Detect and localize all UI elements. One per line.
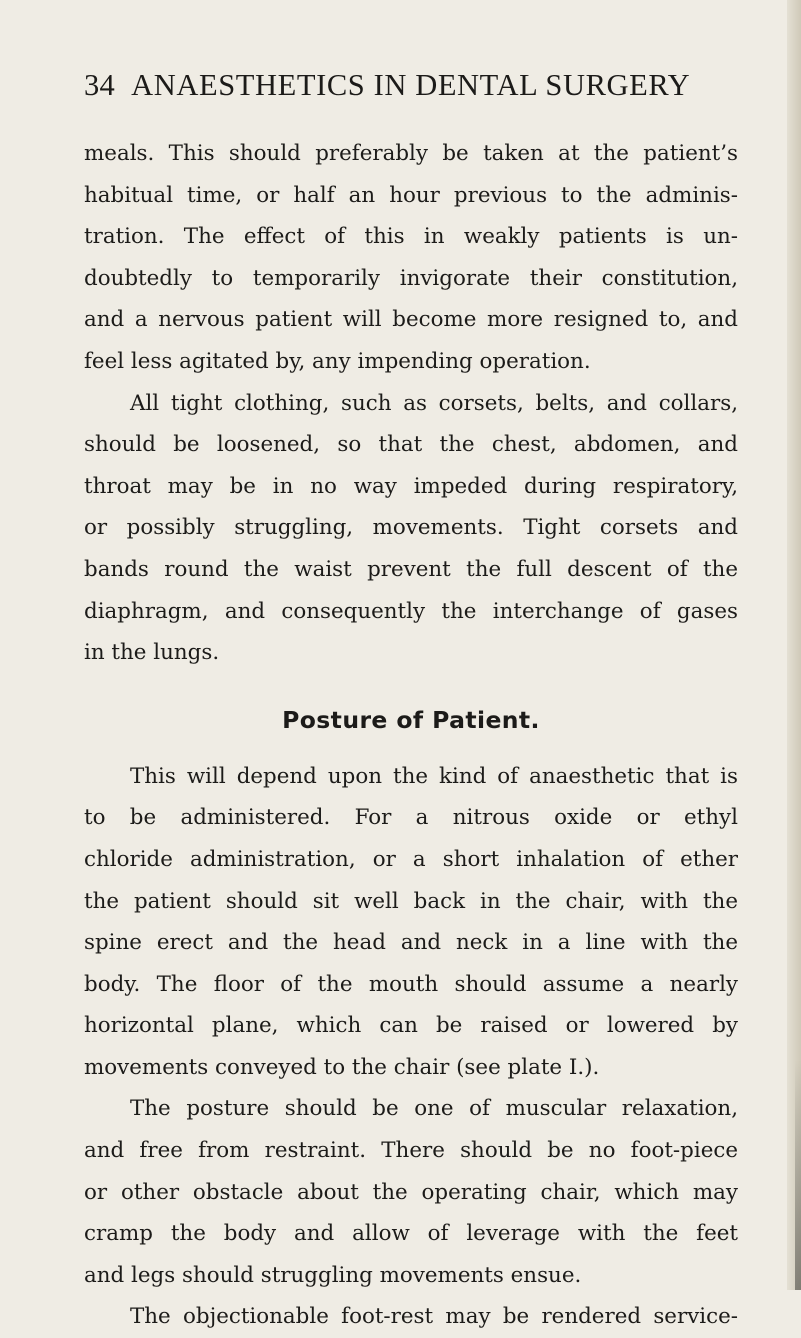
running-head	[84, 68, 744, 103]
text-line: should be loosened, so that the chest, abdomen, and	[84, 432, 738, 458]
text-line: meals. This should preferably be taken at the patient’s	[84, 141, 738, 166]
text-line: to be administered. For a nitrous oxide or ethyl	[84, 805, 738, 831]
page-number: 34	[84, 68, 116, 102]
body-text	[84, 133, 738, 1338]
text-line: the patient should sit well back in the chair, with the	[84, 888, 738, 914]
text-line: feel less agitated by, any impending operation.	[84, 348, 591, 374]
text-line: habitual time, or half an hour previous to the adminis-	[84, 182, 738, 208]
text-line: spine erect and the head and neck in a line with the	[84, 930, 738, 956]
text-line: This will depend upon the kind of anaesthetic that is	[130, 763, 738, 789]
section-heading: Posture of Patient.	[282, 705, 540, 734]
text-line: The objectionable foot-rest may be rendered service-	[130, 1304, 738, 1330]
text-line: and a nervous patient will become more resigned to, and	[84, 307, 738, 333]
text-line: bands round the waist prevent the full descent of the	[84, 556, 738, 582]
text-line: and legs should struggling movements ensue.	[84, 1262, 582, 1288]
text-line: chloride administration, or a short inhalation of ether	[84, 846, 738, 872]
text-line: and free from restraint. There should be no foot-piece	[84, 1138, 738, 1164]
text-line: doubtedly to temporarily invigorate their constitution,	[84, 265, 738, 291]
text-line: All tight clothing, such as corsets, belts, and collars,	[130, 390, 738, 416]
text-line: cramp the body and allow of leverage with the feet	[84, 1221, 738, 1247]
text-line: The posture should be one of muscular relaxation,	[130, 1096, 738, 1122]
text-line: in the lungs.	[84, 640, 220, 666]
text-line: tration. The effect of this in weakly patients is un-	[84, 224, 738, 250]
text-line: movements conveyed to the chair (see plate I.).	[84, 1054, 600, 1080]
text-line: horizontal plane, which can be raised or lowered by	[84, 1013, 738, 1039]
text-line: body. The floor of the mouth should assume a nearly	[84, 971, 738, 997]
text-line: or possibly struggling, movements. Tight corsets and	[84, 515, 738, 541]
running-title: ANAESTHETICS IN DENTAL SURGERY	[131, 68, 691, 102]
text-line: diaphragm, and consequently the interchange of gases	[84, 598, 738, 624]
text-line: or other obstacle about the operating chair, which may	[84, 1179, 738, 1205]
text-line: throat may be in no way impeded during respiratory,	[84, 473, 738, 499]
page-edge-dark-shadow	[795, 1060, 801, 1290]
